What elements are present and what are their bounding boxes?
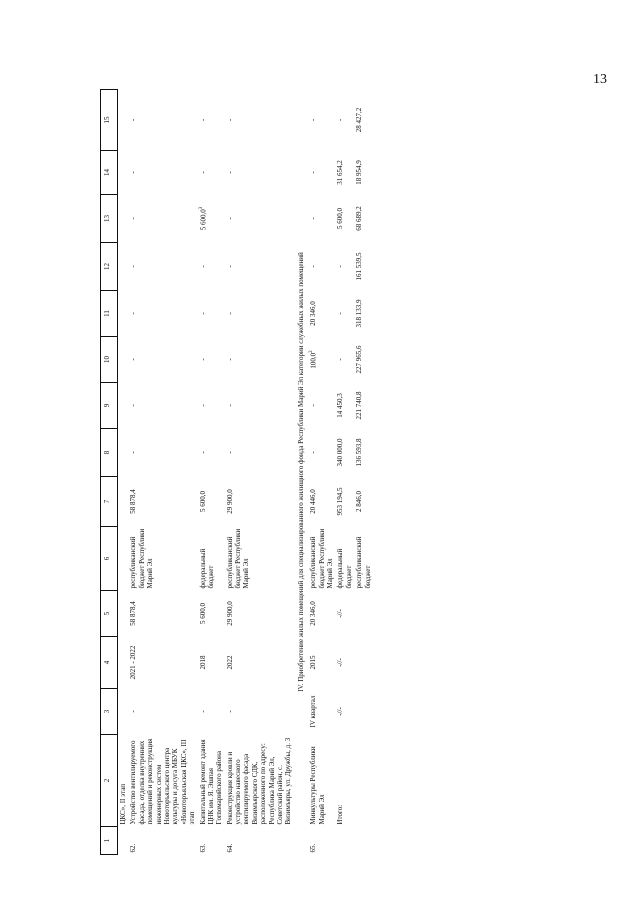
cell-col-12 — [198, 243, 225, 291]
cell-text: - — [198, 312, 207, 315]
cell-text: федеральный бюджет — [336, 548, 353, 589]
column-header-1: 1 — [101, 827, 118, 855]
table-row — [308, 90, 335, 855]
cell-col-10 — [308, 337, 335, 383]
cell-text: - — [129, 217, 138, 220]
cell-col-4 — [118, 637, 129, 689]
cell-col-4 — [198, 637, 225, 689]
cell-col-9 — [225, 383, 294, 429]
cell-col-5 — [225, 591, 294, 637]
cell-col-4 — [335, 637, 354, 689]
cell-col-1 — [354, 827, 373, 855]
cell-col-6 — [118, 527, 129, 591]
table-row — [128, 90, 197, 855]
cell-col-14 — [308, 151, 335, 195]
cell-col-11 — [335, 291, 354, 337]
cell-text: - — [225, 118, 234, 122]
cell-col-14 — [118, 151, 129, 195]
cell-col-6 — [225, 527, 294, 591]
cell-col-1 — [128, 827, 197, 855]
cell-col-14 — [198, 151, 225, 195]
cell-text: - — [198, 710, 207, 713]
cell-col-13 — [354, 195, 373, 243]
cell-text: - — [309, 265, 318, 268]
cell-text: 64. — [225, 843, 234, 853]
cell-text: - — [336, 118, 345, 122]
cell-col-10 — [198, 337, 225, 383]
cell-text: 20 446,0 — [309, 489, 318, 514]
cell-text: - — [225, 358, 234, 361]
cell-col-15 — [198, 90, 225, 151]
cell-col-15 — [225, 90, 294, 151]
cell-col-8 — [354, 429, 373, 477]
cell-text: - — [309, 451, 318, 454]
cell-text: 340 000,0 — [336, 438, 345, 467]
cell-text: - — [198, 358, 207, 361]
cell-text: 2015 — [309, 655, 318, 670]
column-header-7: 7 — [101, 477, 118, 527]
cell-col-6 — [198, 527, 225, 591]
cell-col-8 — [308, 429, 335, 477]
cell-text: 58 878,4 — [129, 489, 138, 514]
cell-col-3 — [225, 689, 294, 735]
cell-text: 18 954,9 — [355, 160, 364, 185]
cell-text: 29 900,0 — [225, 601, 234, 626]
cell-col-12 — [128, 243, 197, 291]
cell-text: 100,0 — [309, 352, 318, 369]
cell-col-2 — [128, 735, 197, 827]
section-row — [294, 90, 308, 855]
cell-text: - — [309, 217, 318, 220]
cell-col-2 — [198, 735, 225, 827]
cell-text: 20 346,0 — [309, 601, 318, 626]
column-header-9: 9 — [101, 383, 118, 429]
cell-text: 62. — [129, 843, 138, 853]
rotated-table-area — [100, 90, 636, 855]
cell-col-3 — [198, 689, 225, 735]
cell-text: 2 846,0 — [355, 491, 364, 512]
cell-col-12 — [308, 243, 335, 291]
cell-text: - — [129, 171, 138, 174]
cell-text: - — [198, 404, 207, 407]
cell-col-14 — [335, 151, 354, 195]
cell-text: 5 600,0 — [198, 603, 207, 624]
cell-col-15 — [308, 90, 335, 151]
cell-col-8 — [128, 429, 197, 477]
column-header-14: 14 — [101, 151, 118, 195]
cell-text: ЦКС», II этап — [119, 783, 127, 825]
cell-footnote-mark: 3 — [198, 206, 204, 210]
cell-text: - — [198, 451, 207, 454]
cell-col-3 — [128, 689, 197, 735]
cell-text: - — [309, 404, 318, 407]
cell-col-1 — [335, 827, 354, 855]
cell-col-5 — [198, 591, 225, 637]
cell-col-7 — [225, 477, 294, 527]
cell-text: 2021 - 2022 — [129, 645, 138, 680]
cell-col-9 — [354, 383, 373, 429]
cell-text: 28 427,2 — [355, 107, 364, 133]
cell-col-2 — [335, 735, 354, 827]
column-header-4: 4 — [101, 637, 118, 689]
cell-col-1 — [225, 827, 294, 855]
cell-text: - — [198, 171, 207, 174]
column-header-row — [101, 90, 118, 855]
budget-table — [100, 89, 373, 855]
cell-col-11 — [128, 291, 197, 337]
cell-col-15 — [354, 90, 373, 151]
cell-col-10 — [225, 337, 294, 383]
table-row — [225, 90, 294, 855]
cell-col-2 — [225, 735, 294, 827]
cell-text: - — [225, 312, 234, 315]
cell-text: республиканский бюджет Республики Марий Эл — [129, 528, 155, 589]
table-row — [198, 90, 225, 855]
cell-text: - — [336, 265, 345, 268]
cell-text: Реконструкция кровли и устройство навесного вентилируемого фасада Визимъярского СДК, расположенного по адресу: Республика Марий Эл, Советский район, с. Визимъяры, ул. Дружбы, д. 3 — [225, 737, 293, 825]
cell-text: Капитальный ремонт здания ЦНК им. Я. Эшпая Гornомарийского района — [198, 739, 224, 825]
cell-text: - — [129, 451, 138, 454]
cell-text: 68 689,2 — [355, 206, 364, 231]
cell-col-13 — [128, 195, 197, 243]
cell-col-4 — [225, 637, 294, 689]
cell-text: - — [129, 358, 138, 361]
cell-col-5 — [128, 591, 197, 637]
cell-text: 63. — [198, 843, 207, 853]
cell-text: 58 878,4 — [129, 601, 138, 626]
cell-col-11 — [354, 291, 373, 337]
cell-col-6 — [308, 527, 335, 591]
page-number: 13 — [593, 72, 607, 87]
cell-text: 5 600,0 — [336, 208, 345, 229]
cell-text: 20 346,0 — [309, 301, 318, 326]
cell-text: 953 194,5 — [336, 487, 345, 516]
cell-text: - — [309, 171, 318, 174]
cell-text: - — [225, 710, 234, 713]
cell-col-12 — [225, 243, 294, 291]
cell-text: 2022 — [225, 655, 234, 670]
cell-col-5 — [308, 591, 335, 637]
column-header-2: 2 — [101, 735, 118, 827]
cell-col-4 — [354, 637, 373, 689]
table-row — [118, 90, 129, 855]
cell-text: - — [198, 118, 207, 122]
cell-text: - — [129, 710, 138, 713]
cell-col-14 — [354, 151, 373, 195]
cell-col-11 — [225, 291, 294, 337]
cell-col-14 — [225, 151, 294, 195]
cell-text: - — [225, 171, 234, 174]
cell-text: - — [129, 312, 138, 315]
cell-text: 161 539,5 — [355, 252, 364, 281]
cell-col-11 — [118, 291, 129, 337]
cell-col-7 — [198, 477, 225, 527]
cell-text: -//- — [336, 609, 345, 618]
cell-col-5 — [118, 591, 129, 637]
cell-col-10 — [335, 337, 354, 383]
cell-col-12 — [118, 243, 129, 291]
cell-text: Итого: — [336, 804, 345, 825]
column-header-6: 6 — [101, 527, 118, 591]
cell-col-1 — [118, 827, 129, 855]
cell-col-13 — [335, 195, 354, 243]
column-header-5: 5 — [101, 591, 118, 637]
cell-text: - — [336, 312, 345, 315]
cell-col-8 — [225, 429, 294, 477]
table-body-bottom — [308, 90, 373, 855]
cell-col-7 — [308, 477, 335, 527]
cell-col-1 — [198, 827, 225, 855]
cell-col-3 — [118, 689, 129, 735]
cell-col-8 — [198, 429, 225, 477]
cell-text: 221 740,8 — [355, 391, 364, 420]
cell-col-2 — [118, 735, 129, 827]
cell-col-3 — [335, 689, 354, 735]
column-header-13: 13 — [101, 195, 118, 243]
cell-col-11 — [308, 291, 335, 337]
cell-text: IV квартал — [309, 695, 318, 728]
cell-col-13 — [308, 195, 335, 243]
table-row — [335, 90, 354, 855]
cell-col-10 — [118, 337, 129, 383]
column-header-8: 8 — [101, 429, 118, 477]
cell-col-15 — [118, 90, 129, 151]
column-header-11: 11 — [101, 291, 118, 337]
cell-text: республиканский бюджет Республики Марий Эл — [309, 528, 334, 589]
cell-col-9 — [198, 383, 225, 429]
section-title: IV. Приобретение жилых помещений для специализированного жилищного фонда Республики Марий Эл категории служебных жилых помещений — [296, 252, 305, 692]
cell-text: - — [129, 118, 138, 122]
cell-col-9 — [308, 383, 335, 429]
cell-text: республиканский бюджет Республики Марий Эл — [225, 528, 251, 589]
cell-col-9 — [118, 383, 129, 429]
cell-text: 14 450,3 — [336, 393, 345, 418]
cell-col-10 — [354, 337, 373, 383]
cell-text: Минкультуры Республики Марий Эл — [309, 746, 326, 825]
cell-text: республиканский бюджет — [355, 536, 372, 589]
cell-col-7 — [128, 477, 197, 527]
cell-col-4 — [128, 637, 197, 689]
cell-col-15 — [335, 90, 354, 151]
cell-footnote-mark: 2 — [309, 350, 315, 353]
cell-col-3 — [308, 689, 335, 735]
cell-text: - — [129, 404, 138, 407]
cell-col-2 — [354, 735, 373, 827]
column-header-12: 12 — [101, 243, 118, 291]
cell-text: 2018 — [198, 655, 207, 670]
rotated-table-container — [100, 90, 636, 855]
cell-text: федеральный бюджет — [198, 548, 215, 589]
cell-text: -//- — [336, 658, 345, 667]
cell-col-6 — [335, 527, 354, 591]
cell-text: - — [198, 265, 207, 268]
cell-text: Устройство вентилируемого фасада, отделка внутренних помещений и реконструкция инженерных систем Новоторъяльского центра культуры и досуга МБУК «Новоторъяльская ЦКС», III этап — [129, 738, 197, 825]
cell-col-6 — [128, 527, 197, 591]
cell-col-1 — [308, 827, 335, 855]
cell-text: - — [225, 404, 234, 407]
cell-text: - — [129, 265, 138, 268]
column-header-15: 15 — [101, 90, 118, 151]
cell-text: - — [225, 217, 234, 220]
cell-col-7 — [354, 477, 373, 527]
cell-col-13 — [225, 195, 294, 243]
cell-col-12 — [335, 243, 354, 291]
cell-col-3 — [354, 689, 373, 735]
cell-text: - — [225, 451, 234, 454]
cell-text: 227 965,6 — [355, 345, 364, 374]
column-header-10: 10 — [101, 337, 118, 383]
cell-col-14 — [128, 151, 197, 195]
cell-col-2 — [308, 735, 335, 827]
cell-col-10 — [128, 337, 197, 383]
cell-col-5 — [335, 591, 354, 637]
cell-text: - — [225, 265, 234, 268]
cell-col-9 — [128, 383, 197, 429]
cell-col-11 — [198, 291, 225, 337]
cell-col-7 — [335, 477, 354, 527]
table-body-top — [118, 90, 294, 855]
cell-col-13 — [198, 195, 225, 243]
cell-col-7 — [118, 477, 129, 527]
cell-col-8 — [335, 429, 354, 477]
cell-text: - — [309, 118, 318, 122]
cell-col-4 — [308, 637, 335, 689]
cell-text: -//- — [336, 707, 345, 716]
cell-col-15 — [128, 90, 197, 151]
cell-text: 5 600,0 — [198, 209, 207, 231]
column-header-3: 3 — [101, 689, 118, 735]
cell-col-5 — [354, 591, 373, 637]
cell-text: - — [336, 358, 345, 361]
cell-text: 318 133,9 — [355, 299, 364, 328]
cell-text: 65. — [309, 843, 318, 853]
cell-col-8 — [118, 429, 129, 477]
cell-text: 31 654,2 — [336, 160, 345, 185]
table-row — [354, 90, 373, 855]
cell-col-9 — [335, 383, 354, 429]
cell-text: 5 600,0 — [198, 491, 207, 512]
cell-text: 29 900,0 — [225, 489, 234, 514]
cell-col-6 — [354, 527, 373, 591]
cell-col-13 — [118, 195, 129, 243]
cell-col-12 — [354, 243, 373, 291]
cell-text: 136 593,8 — [355, 438, 364, 467]
